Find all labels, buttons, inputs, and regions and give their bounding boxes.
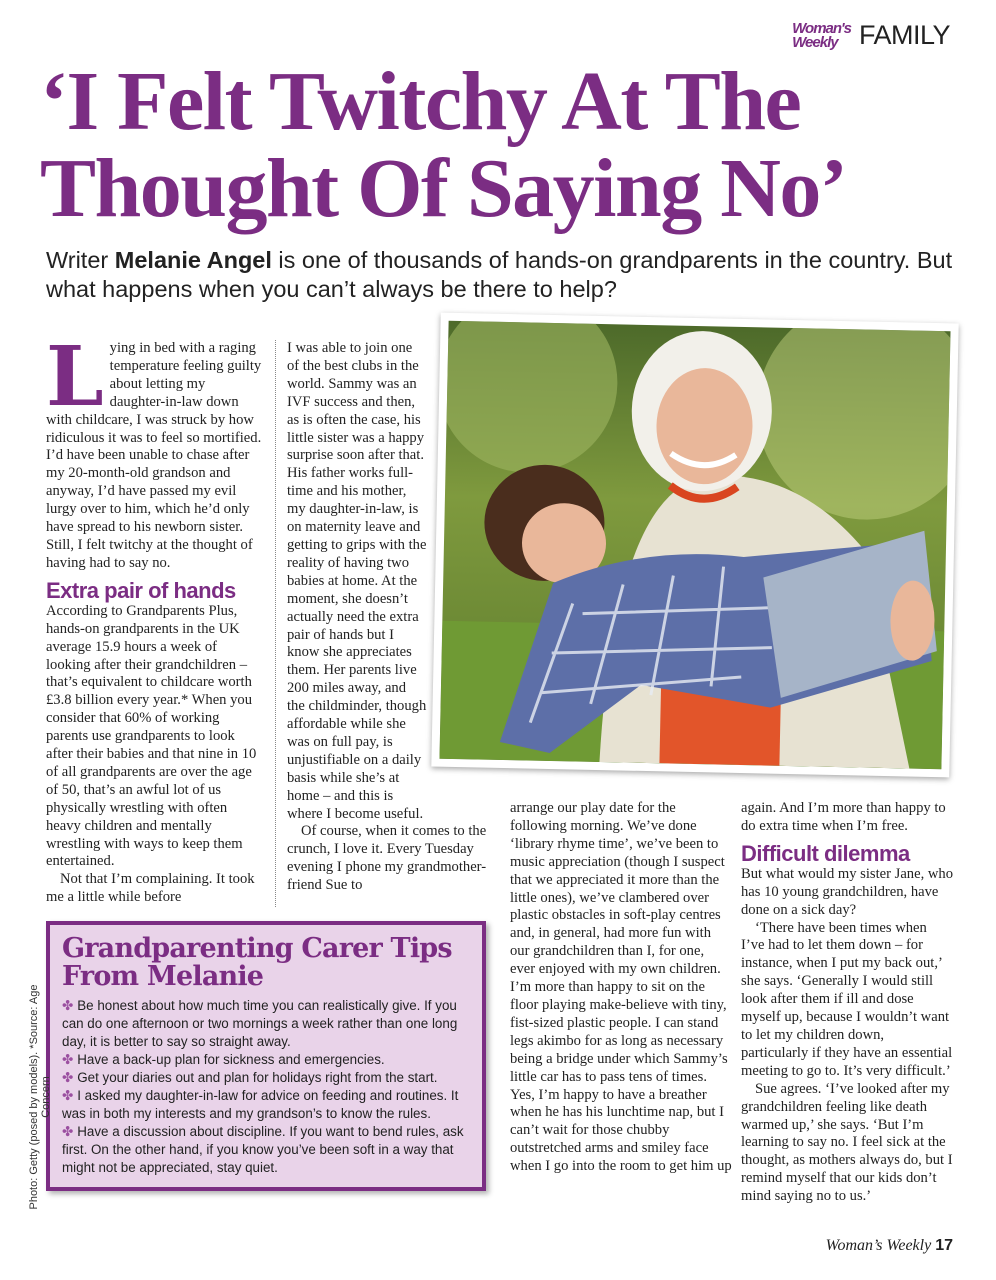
left-body-area (46, 329, 496, 1191)
article-header (40, 55, 970, 304)
tip-item (62, 1123, 470, 1177)
section-label: FAMILY (858, 20, 950, 50)
flower-bullet-icon: ✤ (62, 1088, 74, 1104)
headline-line-1: ‘I Felt Twitchy At The (40, 55, 801, 148)
photo-grandmother-and-grandson (431, 313, 958, 778)
tip-text: Have a discussion about discipline. If you want to bend rules, ask first. On the other hand, if you know you’ve been soft in a way that might not be appreciated, stay quiet. (62, 1124, 464, 1176)
paragraph: again. And I’m more than happy to do extra time when I’m free. (741, 800, 946, 834)
column-3 (510, 800, 732, 1176)
paragraph: Not that I’m complaining. It took me a little while before (46, 871, 255, 906)
standfirst-pre: Writer (46, 247, 115, 273)
tip-item (62, 1051, 470, 1069)
column-1 (46, 329, 264, 907)
page-number: 17 (935, 1237, 953, 1255)
photo-illustration (439, 321, 950, 769)
page-footer (741, 1227, 953, 1255)
tip-text: Get your diaries out and plan for holidays right from the start. (77, 1070, 438, 1086)
paragraph: Of course, when it comes to the crunch, I love it. Every Tuesday evening I phone my grandmother-friend Sue to (287, 823, 487, 894)
standfirst (46, 246, 966, 304)
flower-bullet-icon: ✤ (62, 1124, 74, 1140)
tip-item (62, 997, 470, 1051)
photo-credit: Photo: Getty (posed by models). *Source: Age Concern (28, 984, 52, 1210)
paragraph-text: was on full pay, is unjustifiable on a daily basis while she’s at home – and this is where I become useful. (287, 733, 424, 822)
tip-item (62, 1069, 470, 1087)
footer-magazine: Woman’s Weekly (825, 1237, 932, 1255)
tip-text: Be honest about how much time you can realistically give. If you can do one afternoon or two mornings a week rather than one long day, it is better to say so straight away. (62, 998, 458, 1050)
paragraph-text: I was able to join one of the best clubs in the world. Sammy was an IVF success and then, as is often the case, his little sister was a happy surprise soon after that. His father works full-time and his mother, my daughter-in-law, is on maternity leave and getting to grips with the reality of having two babies at home. At the moment, she doesn’t actually need the extra pair of hands but I know she appreciates them. Her parents live 200 miles away, and the childminder, though affordable while she (287, 340, 427, 733)
photo-wrap-space (427, 340, 505, 788)
subheading: Difficult dilemma (741, 840, 910, 866)
paragraph (46, 329, 264, 573)
tip-item (62, 1087, 470, 1123)
tip-text: I asked my daughter-in-law for advice on feeding and routines. It was in both my interests and my grandson’s to know the rules. (62, 1088, 459, 1122)
paragraph: According to Grandparents Plus, hands-on grandparents in the UK average 15.9 hours a week of looking after their grandchildren – that’s equivalent to childcare worth £3.8 billion every year.* When you consider that 60% of working parents use grandparents to look after their babies and that nine in 10 of all grandparents are over the age of 50, that’s an awful lot of us physically wrestling with often heavy children and mentally wrestling with ways to keep them entertained. (46, 602, 257, 870)
flower-bullet-icon: ✤ (62, 1070, 74, 1086)
standfirst-post: is one of thousands of hands-on grandparents in the country. But what happens when you can’t always be there to help? (46, 247, 953, 302)
column-2 (287, 340, 505, 895)
column-4 (741, 800, 953, 1255)
subheading: Extra pair of hands (46, 577, 236, 603)
paragraph-text: ying in bed with a raging temperature feeling guilty about letting my daughter-in-law down with childcare, I was struck by how ridiculous it was to feel so mortified. I’d have been unable to chase after my 20-month-old grandson and anyway, I’d have passed my evil lurgy over to him, which he’d only have spread to his newborn sister. Still, I felt twitchy at the thought of having had to say no. (46, 340, 262, 571)
flower-bullet-icon: ✤ (62, 1052, 74, 1068)
flower-bullet-icon: ✤ (62, 998, 74, 1014)
paragraph: arrange our play date for the following morning. We’ve done ‘library rhyme time’, we’ve been to music appreciation (though I suspect that we appreciated it more than the little ones), we’ve clambered over plastic obstacles in soft-play centres and, in general, had more fun with our grandchildren than I, for one, ever enjoyed with my own children. I’m more than happy to sit on the floor playing make-believe with tiny, fist-sized plastic people. I can stand legs akimbo for as long as necessary being a bridge under which Sammy’s little car has to pass tens of times. Yes, I’m happy to have a breather when he has his lunchtime nap, but I can’t wait for those chubby outstretched arms and smiley face when I go into the room to get him up (510, 800, 732, 1175)
tips-title: Grandparenting Carer Tips From Melanie (62, 933, 452, 993)
womans-weekly-logo: Woman's Weekly (792, 19, 851, 51)
tip-text: Have a back-up plan for sickness and emergencies. (77, 1052, 385, 1068)
paragraph: Sue agrees. ‘I’ve looked after my grandchildren feeling like death warmed up,’ she says. ‘But I’m learning to say no. I feel sick at the thought, as mothers always do, but I remind myself that our kids don’t mind saying no to us.’ (741, 1080, 953, 1205)
paragraph: ‘There have been times when I’ve had to let them down – for instance, when I put my back out,’ she says. ‘Generally I would still look after them if ill and dose myself up, because I wouldn’t want to let my children down, particularly if they have an essential meeting to go to. It’s very difficult.’ (741, 919, 953, 1079)
author-name: Melanie Angel (114, 247, 272, 273)
headline-line-2: Thought Of Saying No’ (40, 142, 847, 235)
masthead (792, 20, 950, 51)
paragraph: But what would my sister Jane, who has 10 young grandchildren, have done on a sick day? (741, 865, 953, 918)
drop-cap: L (46, 329, 104, 425)
tips-box (46, 921, 486, 1191)
headline (40, 55, 970, 235)
column-divider (275, 340, 276, 907)
